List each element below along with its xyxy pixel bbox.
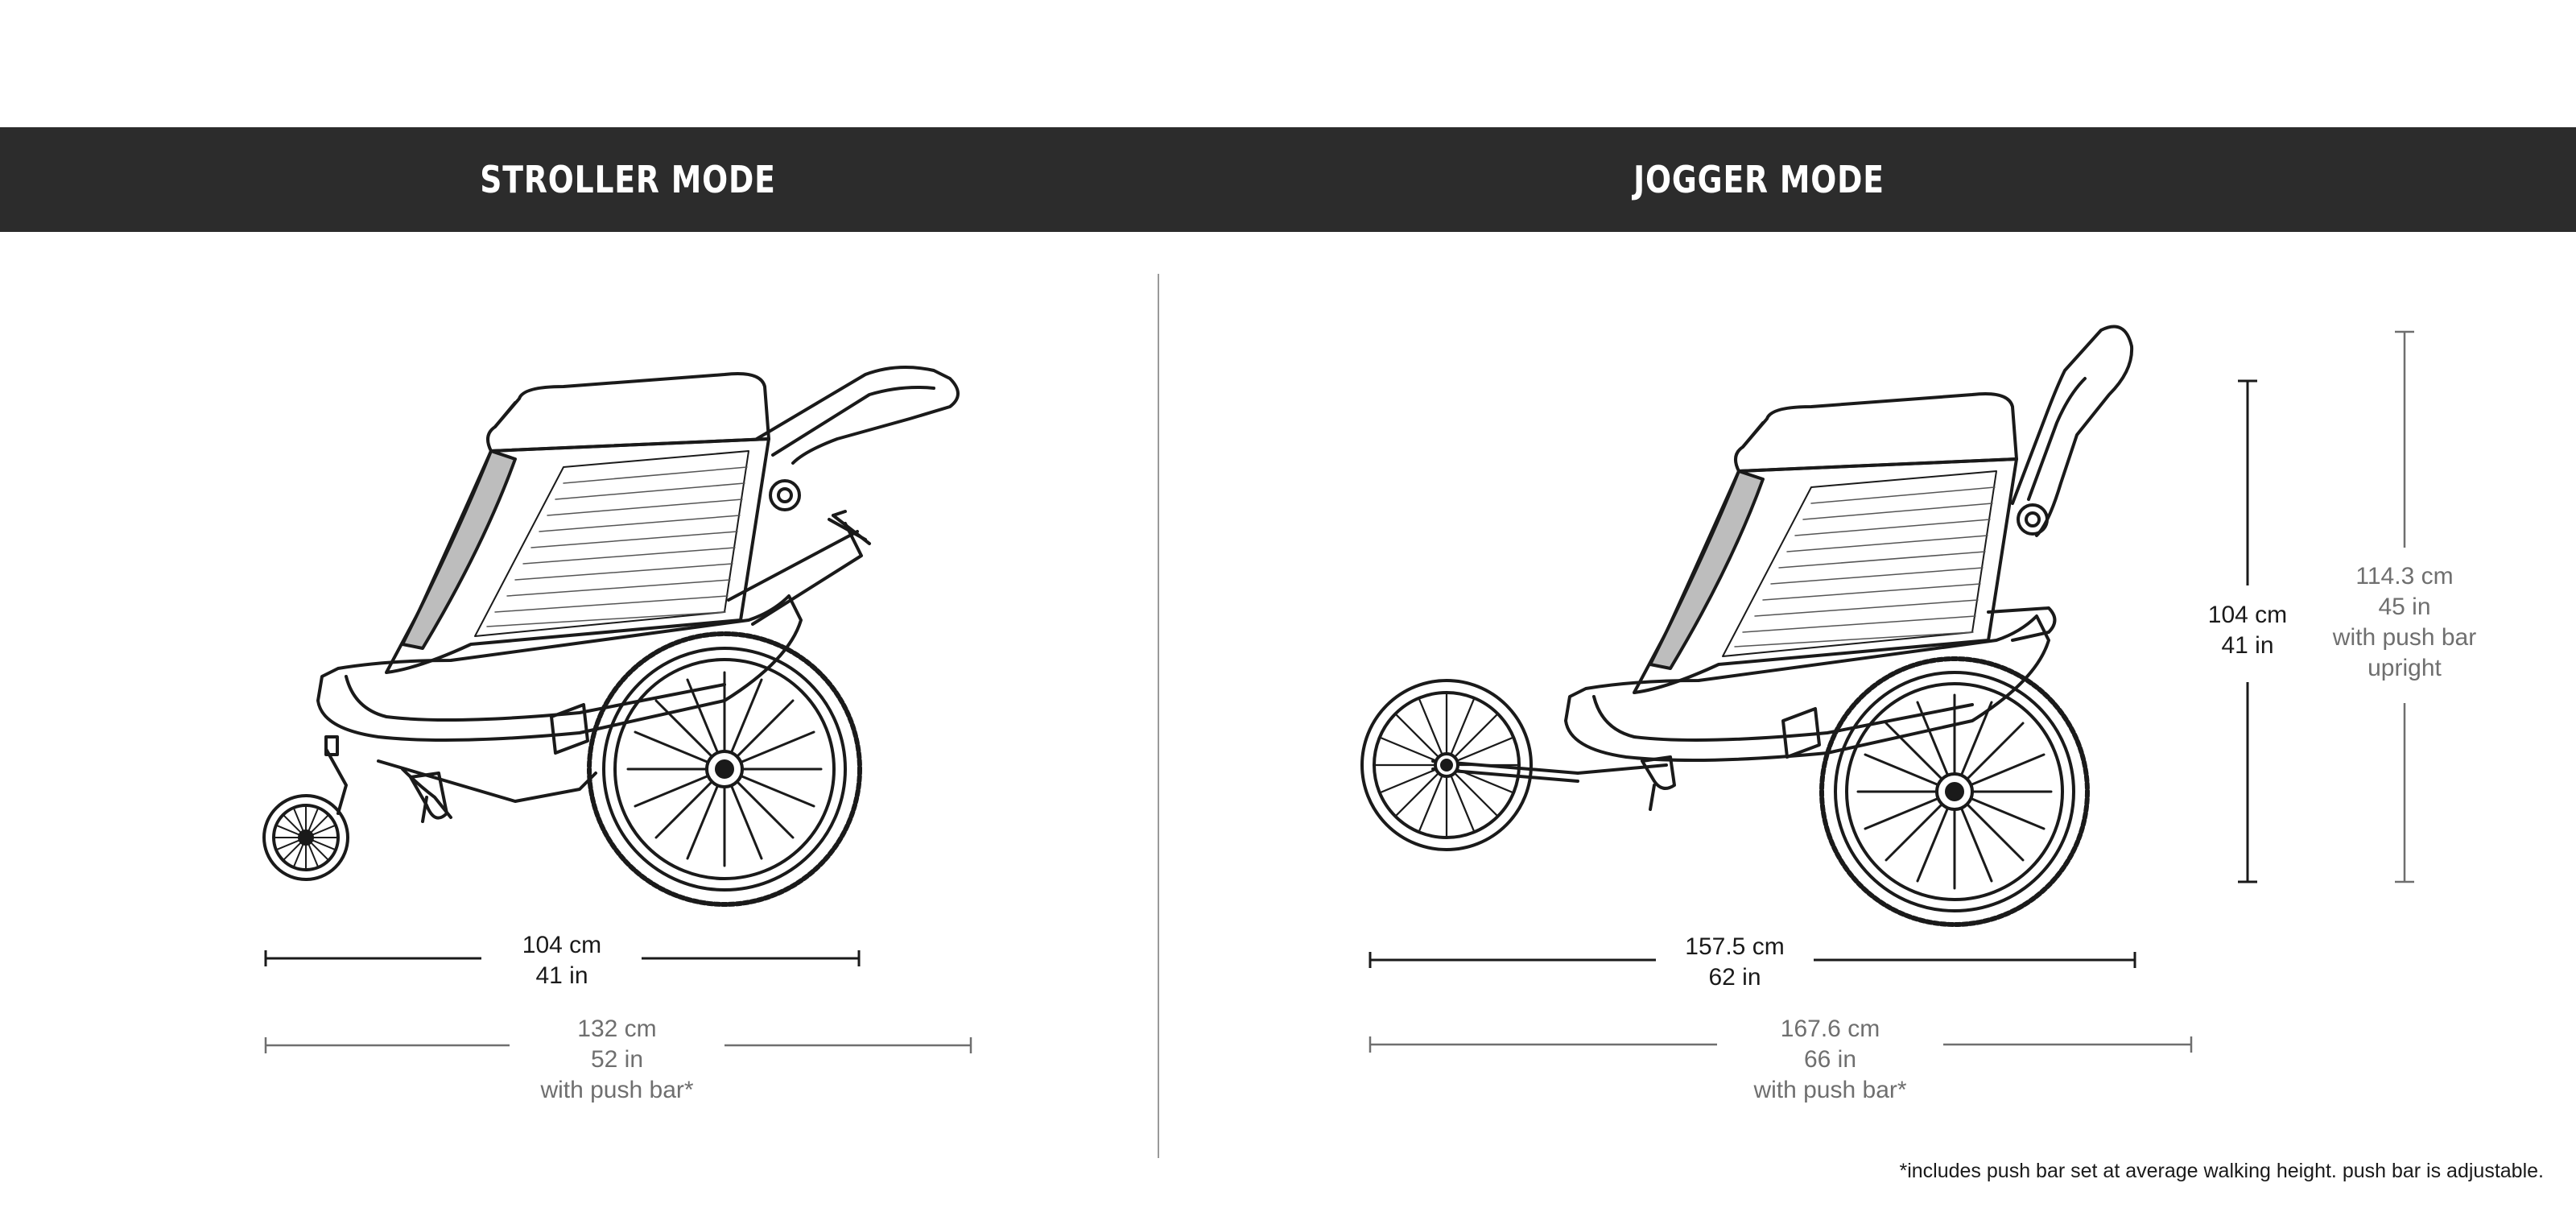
jogger-length-label bbox=[1656, 932, 1814, 993]
jogger-height-cm: 104 cm bbox=[2207, 602, 2288, 628]
jogger-height-label bbox=[2183, 600, 2312, 661]
stroller-push-bar-cm: 132 cm bbox=[577, 1016, 657, 1042]
jogger-height-in: 41 in bbox=[2221, 632, 2274, 659]
stroller-length-in: 41 in bbox=[535, 962, 588, 989]
jogger-length-in: 62 in bbox=[1708, 964, 1761, 991]
stroller-illustration bbox=[264, 367, 958, 904]
jogger-mode-title: JOGGER MODE bbox=[1633, 158, 1885, 201]
jogger-height-push-bar-note-1: with push bar bbox=[2332, 624, 2477, 651]
jogger-height-push-bar-label bbox=[2308, 561, 2501, 684]
stroller-length-label bbox=[481, 930, 642, 991]
jogger-height-push-bar-cm: 114.3 cm bbox=[2355, 563, 2454, 590]
jogger-length-push-bar-label bbox=[1717, 1014, 1943, 1106]
jogger-illustration bbox=[1362, 327, 2132, 925]
stroller-push-bar-note: with push bar* bbox=[540, 1077, 694, 1103]
stroller-length-push-bar-label bbox=[510, 1014, 724, 1106]
jogger-push-bar-note: with push bar* bbox=[1753, 1077, 1907, 1103]
footnote: *includes push bar set at average walking height. push bar is adjustable. bbox=[1899, 1160, 2544, 1182]
stroller-mode-title: STROLLER MODE bbox=[480, 158, 776, 201]
jogger-height-push-bar-note-2: upright bbox=[2368, 655, 2442, 681]
jogger-push-bar-cm: 167.6 cm bbox=[1780, 1016, 1880, 1042]
stroller-push-bar-in: 52 in bbox=[590, 1046, 644, 1073]
jogger-push-bar-in: 66 in bbox=[1803, 1046, 1857, 1073]
jogger-height-push-bar-in: 45 in bbox=[2378, 594, 2431, 620]
jogger-length-cm: 157.5 cm bbox=[1685, 933, 1785, 960]
stroller-length-cm: 104 cm bbox=[522, 932, 602, 958]
